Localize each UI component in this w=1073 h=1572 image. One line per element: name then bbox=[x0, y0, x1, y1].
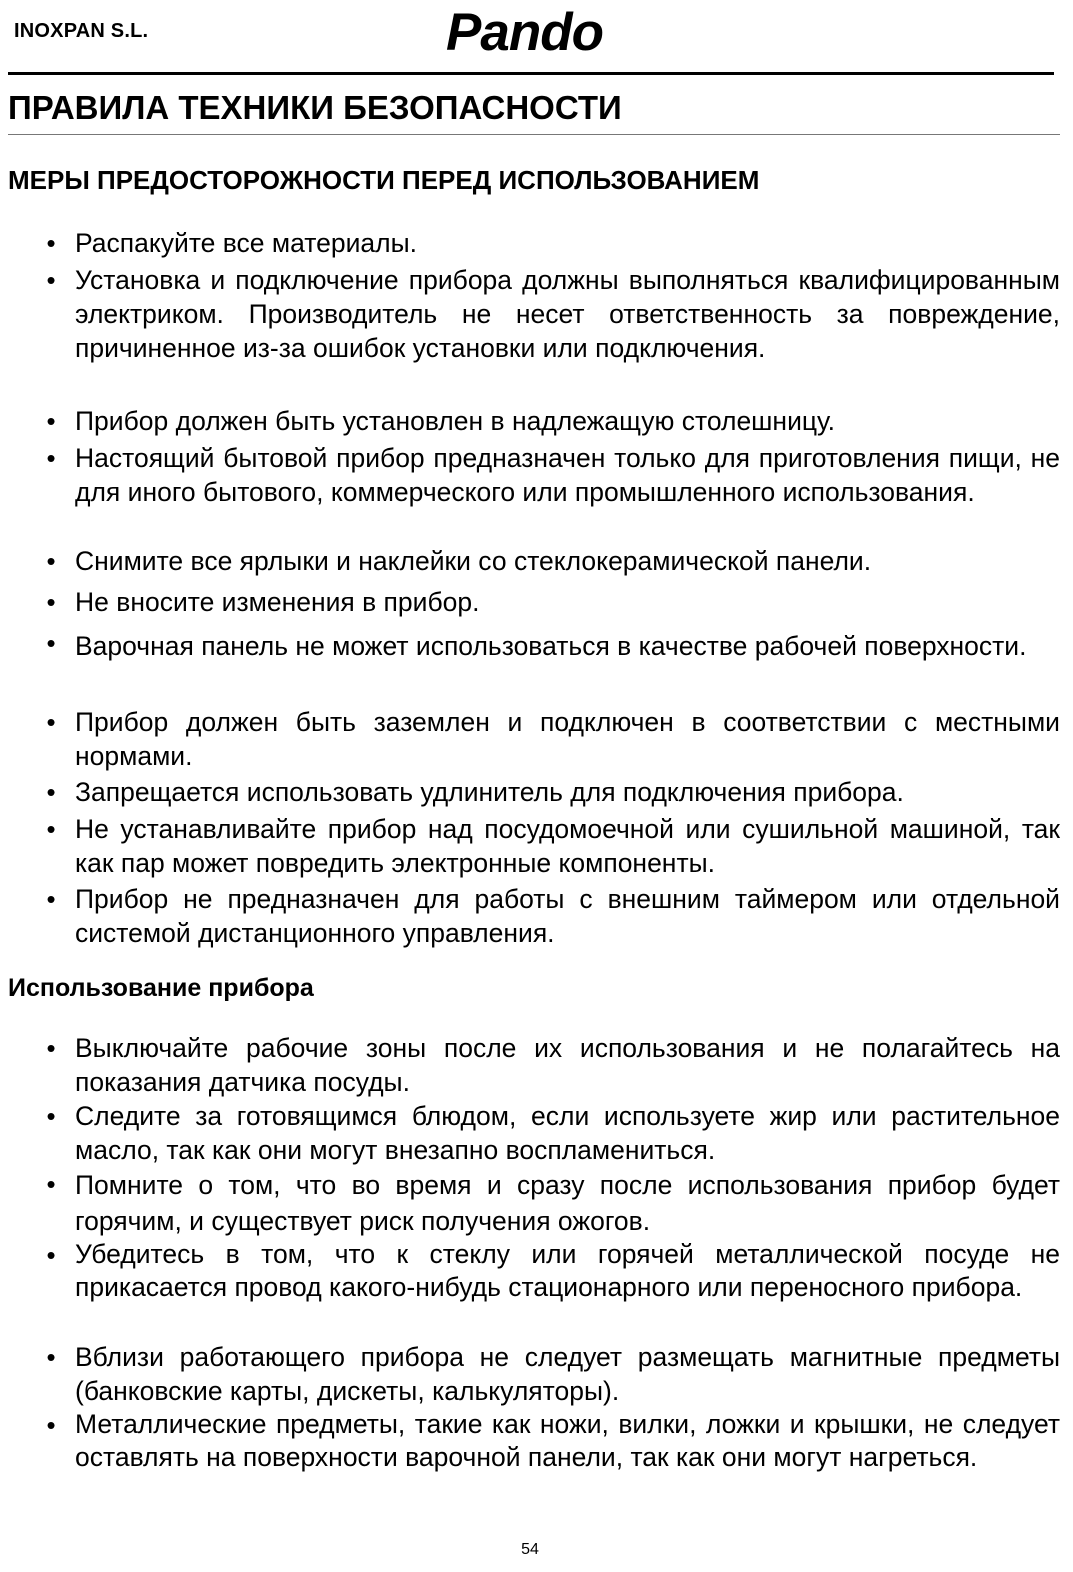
list-item bbox=[46, 585, 1060, 619]
section-heading-precautions: МЕРЫ ПРЕДОСТОРОЖНОСТИ ПЕРЕД ИСПОЛЬЗОВАНИЕМ bbox=[8, 165, 760, 195]
list-item bbox=[46, 775, 1060, 809]
bullet-icon: • bbox=[46, 546, 56, 576]
list-item bbox=[46, 1167, 1060, 1239]
page-title: ПРАВИЛА ТЕХНИКИ БЕЗОПАСНОСТИ bbox=[8, 89, 622, 126]
list-item-text: Выключайте рабочие зоны после их использования и не полагайтесь на показания датчика посуды. bbox=[75, 1033, 1060, 1097]
list-item bbox=[46, 1031, 1060, 1099]
bullet-icon: • bbox=[46, 628, 56, 658]
list-item bbox=[46, 1408, 1060, 1474]
list-item-text: Распакуйте все материалы. bbox=[75, 228, 417, 258]
list-item-text: Установка и подключение прибора должны выполняться квалифицированным электриком. Производитель не несет ответственность за повреждение, причиненное из-за ошибок установки или подключения. bbox=[75, 265, 1060, 363]
list-item-text: Помните о том, что во время и сразу после использования прибор будет горячим, и существует риск получения ожогов. bbox=[75, 1170, 1060, 1236]
list-item-text: Варочная панель не может использоваться в качестве рабочей поверхности. bbox=[75, 631, 1027, 661]
bullet-icon: • bbox=[46, 1240, 56, 1270]
list-item-text: Прибор должен быть заземлен и подключен в соответствии с местными нормами. bbox=[75, 707, 1060, 771]
brand-logo: Pando bbox=[446, 3, 603, 62]
list-item bbox=[46, 441, 1060, 509]
title-divider bbox=[8, 134, 1060, 135]
bullet-icon: • bbox=[46, 228, 56, 258]
bullet-icon: • bbox=[46, 1342, 56, 1372]
list-item-text: Снимите все ярлыки и наклейки со стеклокерамической панели. bbox=[75, 546, 872, 576]
bullet-icon: • bbox=[46, 265, 56, 295]
bullet-icon: • bbox=[46, 884, 56, 914]
list-item bbox=[46, 263, 1060, 365]
bullet-icon: • bbox=[46, 1101, 56, 1131]
header-divider bbox=[8, 72, 1054, 75]
list-item-text: Убедитесь в том, что к стеклу или горячей металлической посуде не прикасается провод какого-нибудь стационарного или переносного прибора. bbox=[75, 1239, 1060, 1302]
bullet-icon: • bbox=[46, 406, 56, 436]
list-item bbox=[46, 705, 1060, 773]
list-item bbox=[46, 1340, 1060, 1408]
list-item bbox=[46, 226, 1060, 260]
bullet-icon: • bbox=[46, 587, 56, 617]
list-item-text: Металлические предметы, такие как ножи, вилки, ложки и крышки, не следует оставлять на поверхности варочной панели, так как они могут нагреться. bbox=[75, 1409, 1060, 1472]
list-item bbox=[46, 404, 1060, 438]
bullet-icon: • bbox=[46, 1169, 56, 1199]
list-item-text: Не вносите изменения в прибор. bbox=[75, 587, 480, 617]
bullet-icon: • bbox=[46, 707, 56, 737]
section-heading-usage: Использование прибора bbox=[8, 974, 314, 1002]
list-item bbox=[46, 1099, 1060, 1167]
bullet-icon: • bbox=[46, 443, 56, 473]
bullet-icon: • bbox=[46, 814, 56, 844]
list-item-text: Прибор не предназначен для работы с внешним таймером или отдельной системой дистанционного управления. bbox=[75, 884, 1060, 948]
list-item-text: Настоящий бытовой прибор предназначен только для приготовления пищи, не для иного бытового, коммерческого или промышленного использования. bbox=[75, 443, 1060, 507]
list-item-text: Не устанавливайте прибор над посудомоечной или сушильной машиной, так как пар может повредить электронные компоненты. bbox=[75, 814, 1060, 878]
bullet-icon: • bbox=[46, 1033, 56, 1063]
bullet-icon: • bbox=[46, 777, 56, 807]
list-item-text: Прибор должен быть установлен в надлежащую столешницу. bbox=[75, 406, 836, 436]
list-item-text: Следите за готовящимся блюдом, если используете жир или растительное масло, так как они могут внезапно воспламениться. bbox=[75, 1101, 1060, 1165]
list-item bbox=[46, 1238, 1060, 1304]
company-name: INOXPAN S.L. bbox=[14, 20, 149, 42]
bullet-icon: • bbox=[46, 1410, 56, 1440]
list-item bbox=[46, 812, 1060, 880]
list-item bbox=[46, 626, 1060, 667]
list-item-text: Запрещается использовать удлинитель для подключения прибора. bbox=[75, 777, 904, 807]
list-item-text: Вблизи работающего прибора не следует размещать магнитные предметы (банковские карты, дискеты, калькуляторы). bbox=[75, 1342, 1060, 1406]
list-item bbox=[46, 882, 1060, 950]
list-item bbox=[46, 544, 1060, 578]
page-number: 54 bbox=[521, 1541, 539, 1558]
